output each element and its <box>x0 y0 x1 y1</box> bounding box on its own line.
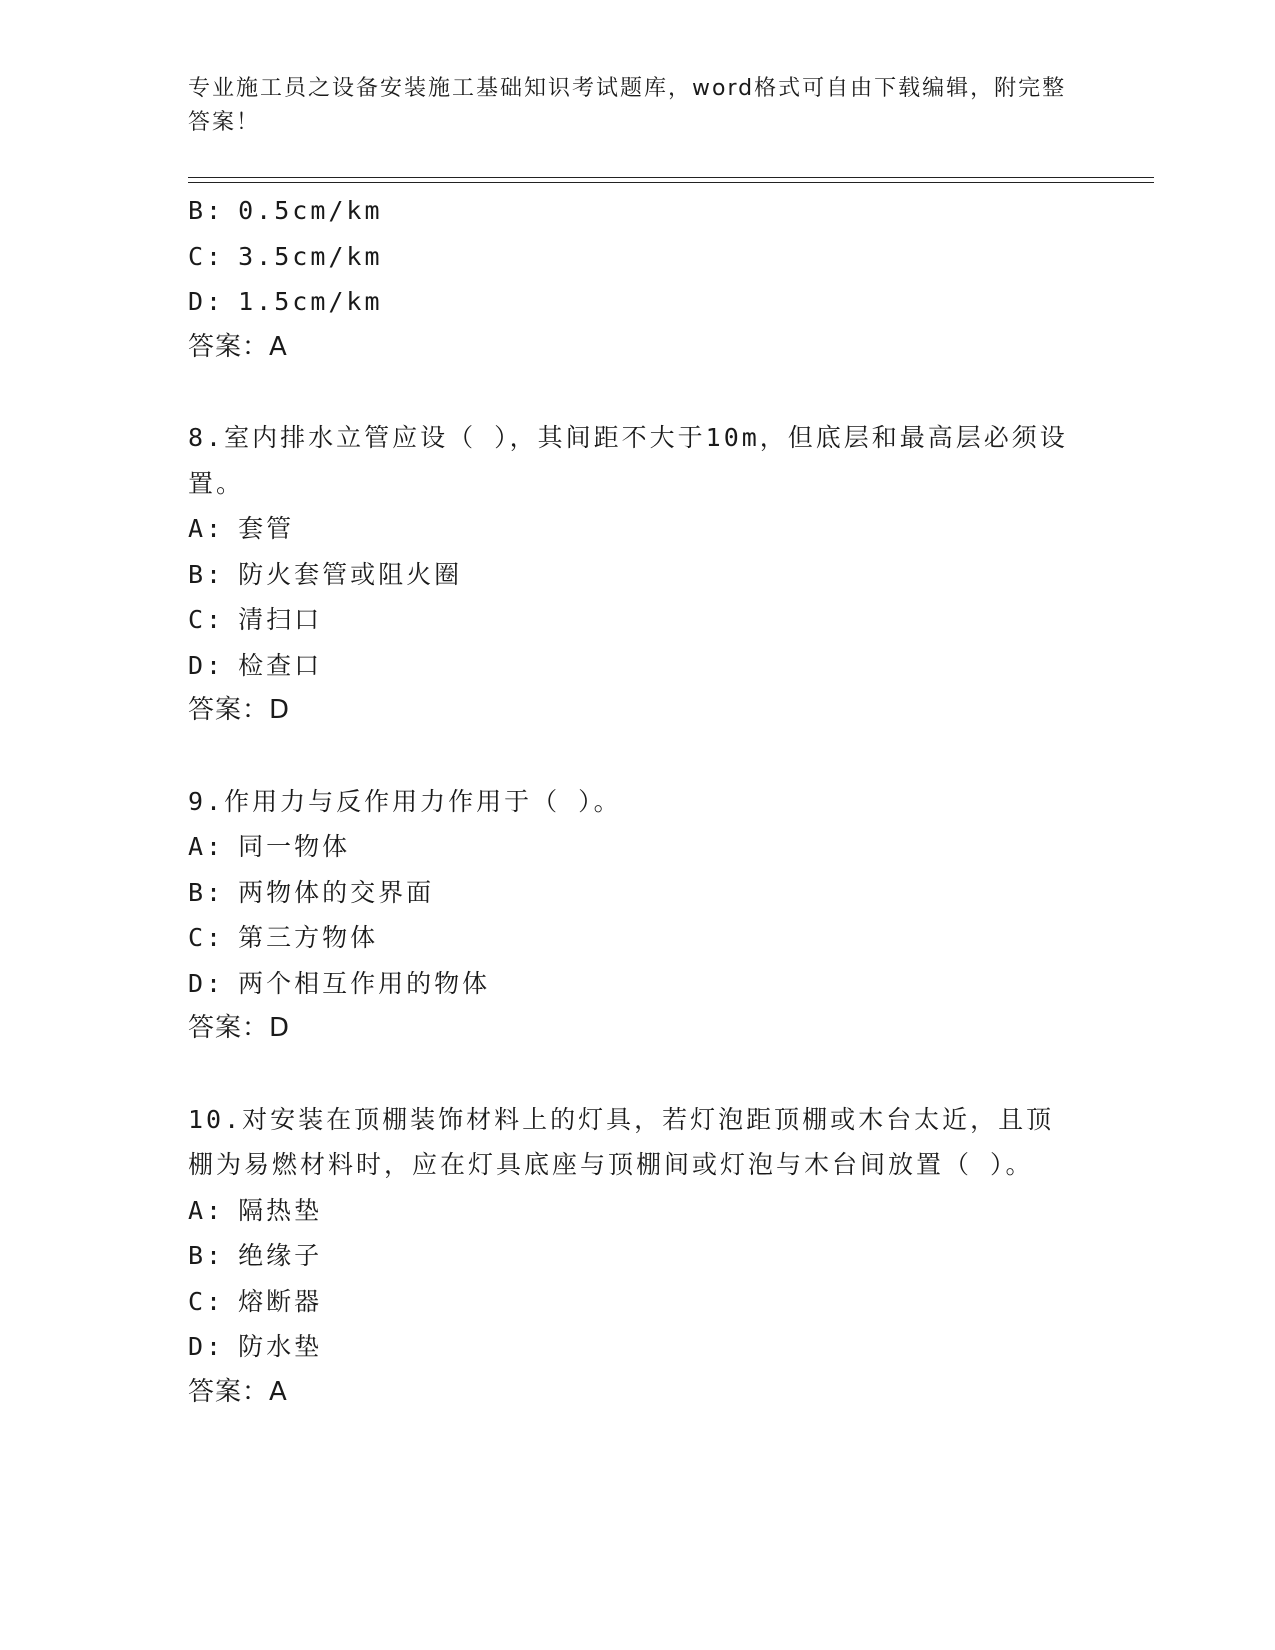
question-8 <box>188 415 1088 734</box>
option-d <box>188 1324 1088 1370</box>
question-7-continuation <box>188 188 1088 370</box>
option-letter: D: <box>188 1332 225 1361</box>
option-b <box>188 552 1088 598</box>
option-letter: B: <box>188 196 225 225</box>
option-letter: B: <box>188 559 225 589</box>
option-text: 隔热垫 <box>238 1195 323 1225</box>
option-text: 两个相互作用的物体 <box>238 968 491 998</box>
option-letter: D: <box>188 287 225 316</box>
answer-line: 答案：A <box>188 331 288 362</box>
document-header: 专业施工员之设备安装施工基础知识考试题库，word格式可自由下载编辑，附完整答案！ <box>188 76 1067 135</box>
option-c <box>188 234 1088 280</box>
option-c <box>188 1279 1088 1325</box>
answer-line: 答案：D <box>188 695 291 725</box>
option-letter: C: <box>188 241 225 271</box>
question-text: 9.作用力与反作用力作用于（ ）。 <box>188 786 622 816</box>
question-10 <box>188 1097 1088 1416</box>
option-text: 防水垫 <box>238 1332 323 1361</box>
option-letter: A: <box>188 1195 225 1225</box>
option-letter: C: <box>188 605 225 634</box>
option-letter: B: <box>188 1241 225 1270</box>
option-text: 检查口 <box>238 650 323 680</box>
option-b <box>188 188 1088 234</box>
option-a <box>188 506 1088 552</box>
option-text: 0.5cm/km <box>238 196 383 225</box>
option-text: 同一物体 <box>238 832 351 861</box>
option-a <box>188 824 1088 870</box>
option-letter: D: <box>188 968 225 998</box>
option-letter: A: <box>188 514 225 543</box>
header-rule-bottom <box>188 182 1154 183</box>
header-rule-top <box>188 177 1154 178</box>
option-letter: A: <box>188 832 225 861</box>
option-b <box>188 1233 1088 1279</box>
answer-line: 答案：D <box>188 1013 291 1043</box>
option-letter: C: <box>188 1286 225 1316</box>
option-d <box>188 961 1088 1007</box>
option-b <box>188 870 1088 916</box>
option-d <box>188 279 1088 325</box>
answer-line: 答案：A <box>188 1376 288 1407</box>
option-text: 熔断器 <box>238 1286 323 1316</box>
option-c <box>188 915 1088 961</box>
option-text: 绝缘子 <box>238 1241 323 1270</box>
option-text: 套管 <box>238 514 295 543</box>
option-letter: C: <box>188 923 225 952</box>
option-c <box>188 597 1088 643</box>
option-text: 3.5cm/km <box>238 241 383 271</box>
option-letter: D: <box>188 650 225 680</box>
question-list <box>188 188 1088 1415</box>
question-text: 10.对安装在顶棚装饰材料上的灯具，若灯泡距顶棚或木台太近，且顶棚为易燃材料时，应在灯具底座与顶棚间或灯泡与木台间放置（ ）。 <box>188 1104 1055 1179</box>
option-text: 清扫口 <box>238 605 323 634</box>
option-text: 两物体的交界面 <box>238 877 435 907</box>
option-text: 第三方物体 <box>238 923 379 952</box>
question-9 <box>188 779 1088 1052</box>
question-text: 8.室内排水立管应设（ ），其间距不大于10m，但底层和最高层必须设置。 <box>188 423 1068 498</box>
option-text: 防火套管或阻火圈 <box>238 559 463 589</box>
option-d <box>188 643 1088 689</box>
option-a <box>188 1188 1088 1234</box>
option-letter: B: <box>188 877 225 907</box>
option-text: 1.5cm/km <box>238 287 383 316</box>
